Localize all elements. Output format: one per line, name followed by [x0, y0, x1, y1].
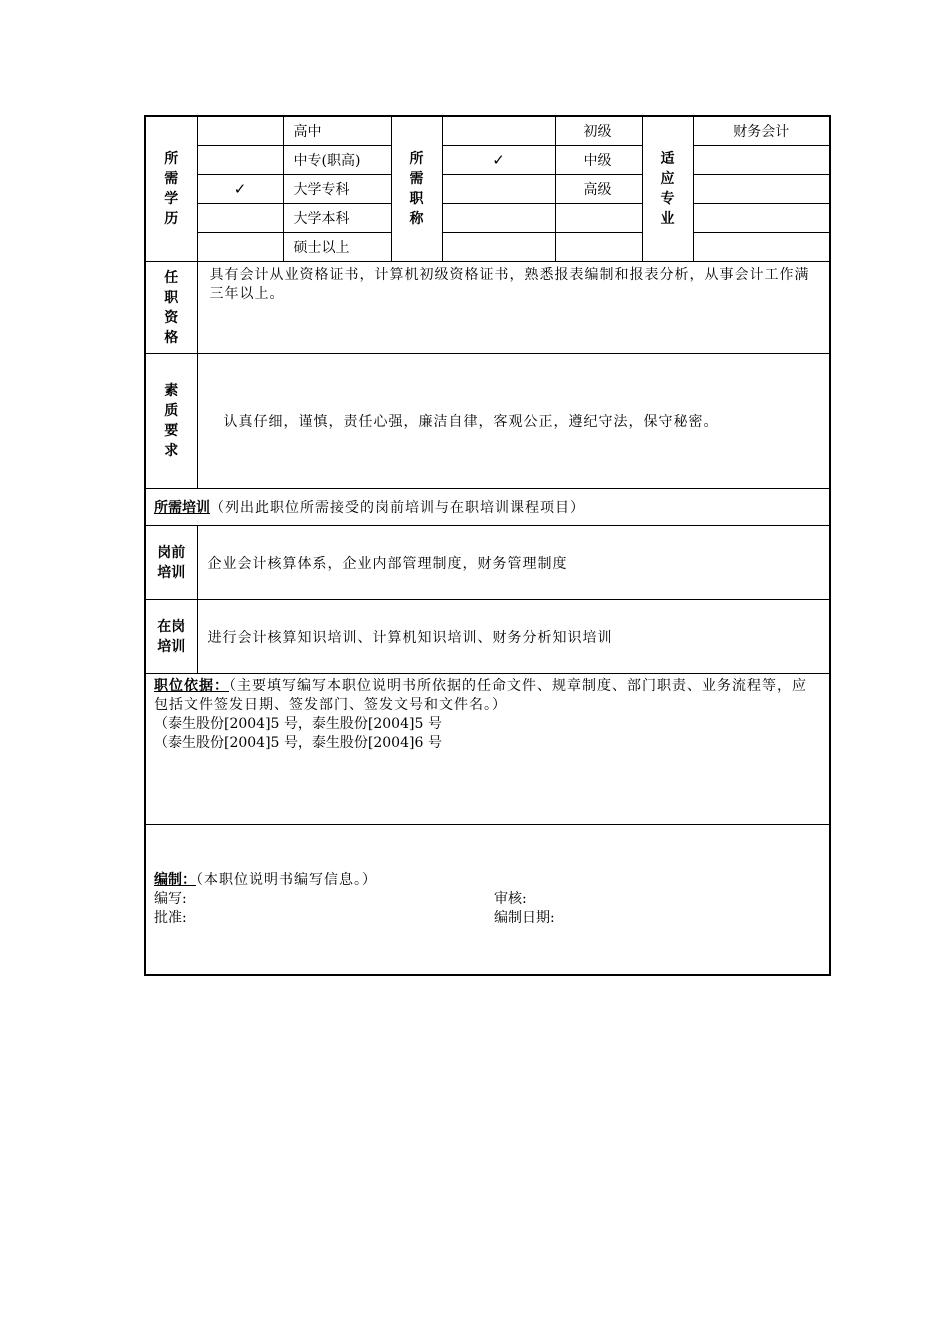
education-option-2: 大学专科 — [283, 175, 391, 204]
on-job-training-label: 在岗 培训 — [145, 600, 197, 674]
education-option-0: 高中 — [283, 116, 391, 146]
major-value-4[interactable] — [693, 233, 830, 262]
education-option-3: 大学本科 — [283, 204, 391, 233]
education-label: 所 需 学 历 — [145, 116, 197, 262]
quality-text: 认真仔细，谨慎，责任心强，廉洁自律，客观公正，遵纪守法，保守秘密。 — [197, 354, 830, 489]
title-option-0: 初级 — [555, 116, 642, 146]
compile-heading: 编制： — [154, 872, 196, 888]
qualification-text: 具有会计从业资格证书，计算机初级资格证书，熟悉报表编制和报表分析，从事会计工作满三年以上。 — [197, 262, 830, 354]
training-heading: 所需培训 — [154, 500, 210, 516]
title-option-3 — [555, 204, 642, 233]
compile-cell — [145, 825, 830, 975]
education-option-4: 硕士以上 — [283, 233, 391, 262]
education-check-3[interactable] — [197, 204, 283, 233]
title-check-0[interactable] — [442, 116, 555, 146]
approver-label: 批准: — [154, 910, 187, 926]
major-value-0[interactable]: 财务会计 — [693, 116, 830, 146]
major-label: 适 应 专 业 — [642, 116, 693, 262]
job-description-form — [144, 115, 831, 976]
education-check-4[interactable] — [197, 233, 283, 262]
qualification-label: 任 职 资 格 — [145, 262, 197, 354]
major-value-3[interactable] — [693, 204, 830, 233]
training-heading-note: （列出此职位所需接受的岗前培训与在职培训课程项目） — [210, 500, 585, 516]
pre-job-training-text: 企业会计核算体系，企业内部管理制度，财务管理制度 — [197, 526, 830, 600]
training-heading-row — [145, 489, 830, 526]
title-check-1[interactable]: ✓ — [442, 146, 555, 175]
basis-line-1: （泰生股份[2004]5 号，泰生股份[2004]6 号 — [154, 735, 442, 751]
title-check-2[interactable] — [442, 175, 555, 204]
major-value-1[interactable] — [693, 146, 830, 175]
quality-label: 素 质 要 求 — [145, 354, 197, 489]
education-check-2[interactable]: ✓ — [197, 175, 283, 204]
major-value-2[interactable] — [693, 175, 830, 204]
basis-heading: 职位依据： — [154, 678, 229, 694]
title-check-4[interactable] — [442, 233, 555, 262]
basis-line-0: （泰生股份[2004]5 号，泰生股份[2004]5 号 — [154, 716, 442, 732]
education-check-0[interactable] — [197, 116, 283, 146]
basis-note: （主要填写编写本职位说明书所依据的任命文件、规章制度、部门职责、业务流程等，应包括文件签发日期、签发部门、签发文号和文件名。） — [154, 678, 807, 713]
title-option-2: 高级 — [555, 175, 642, 204]
title-check-3[interactable] — [442, 204, 555, 233]
education-check-1[interactable] — [197, 146, 283, 175]
education-option-1: 中专(职高) — [283, 146, 391, 175]
compile-note: （本职位说明书编写信息。） — [196, 872, 377, 888]
compile-sign-row-2 — [154, 909, 821, 928]
title-option-1: 中级 — [555, 146, 642, 175]
compile-sign-row-1 — [154, 890, 821, 909]
on-job-training-text: 进行会计核算知识培训、计算机知识培训、财务分析知识培训 — [197, 600, 830, 674]
compile-date-label: 编制日期: — [494, 910, 555, 926]
pre-job-training-label: 岗前 培训 — [145, 526, 197, 600]
writer-label: 编写: — [154, 891, 187, 907]
basis-cell — [145, 674, 830, 825]
reviewer-label: 审核: — [494, 891, 527, 907]
title-label: 所 需 职 称 — [391, 116, 442, 262]
title-option-4 — [555, 233, 642, 262]
